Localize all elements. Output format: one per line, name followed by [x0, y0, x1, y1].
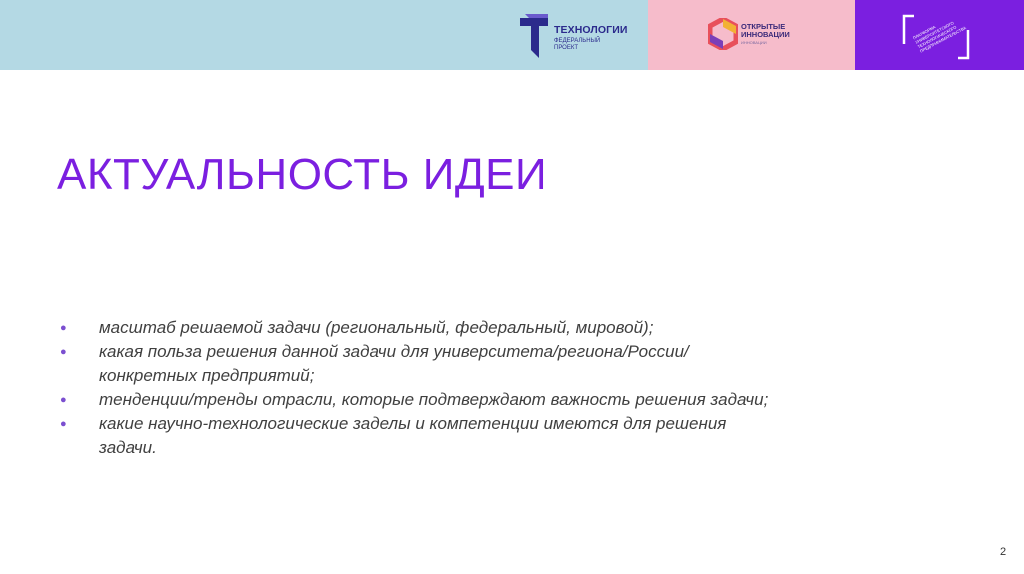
bullet-dot-icon: ●: [60, 322, 67, 334]
slide-title: АКТУАЛЬНОСТЬ ИДЕИ: [57, 150, 548, 199]
bullet-item: [60, 412, 780, 460]
platform-logo-text: ПЛАТФОРМА УНИВЕРСИТЕТСКОГО ТЕХНОЛОГИЧЕСКОГО ПРЕДПРИНИМАТЕЛЬСТВА: [912, 20, 967, 54]
technologies-subtitle: ФЕДЕРАЛЬНЫЙ ПРОЕКТ: [554, 38, 601, 51]
bullet-dot-icon: ●: [60, 394, 67, 406]
bullet-text: тенденции/тренды отрасли, которые подтверждают важность решения задачи;: [99, 390, 769, 409]
technologies-title: ТЕХНОЛОГИИ: [554, 24, 628, 36]
open-innovations-title: ОТКРЫТЫЕ ИННОВАЦИИ: [741, 22, 790, 39]
bullet-item: [60, 316, 780, 340]
bullet-item: [60, 340, 780, 388]
bullet-dot-icon: ●: [60, 418, 67, 430]
bullet-dot-icon: ●: [60, 346, 67, 358]
hexagon-logo-icon: [708, 18, 738, 50]
technologies-logo: [520, 14, 640, 58]
bullet-list: [60, 316, 780, 460]
open-innovations-logo: [708, 18, 838, 52]
header-band: [0, 0, 1024, 70]
open-innovations-subtitle: ИННОВАЦИИ: [741, 40, 767, 45]
page-number: 2: [1000, 546, 1007, 558]
bullet-text: масштаб решаемой задачи (региональный, федеральный, мировой);: [99, 318, 654, 337]
bullet-text: какая польза решения данной задачи для университета/региона/России/ конкретных предприятий;: [99, 342, 689, 385]
t-letter-logo-icon: [520, 14, 550, 58]
bullet-text: какие научно-технологические заделы и компетенции имеются для решения задачи.: [99, 414, 727, 457]
platform-logo: [902, 14, 982, 60]
bullet-item: [60, 388, 780, 412]
